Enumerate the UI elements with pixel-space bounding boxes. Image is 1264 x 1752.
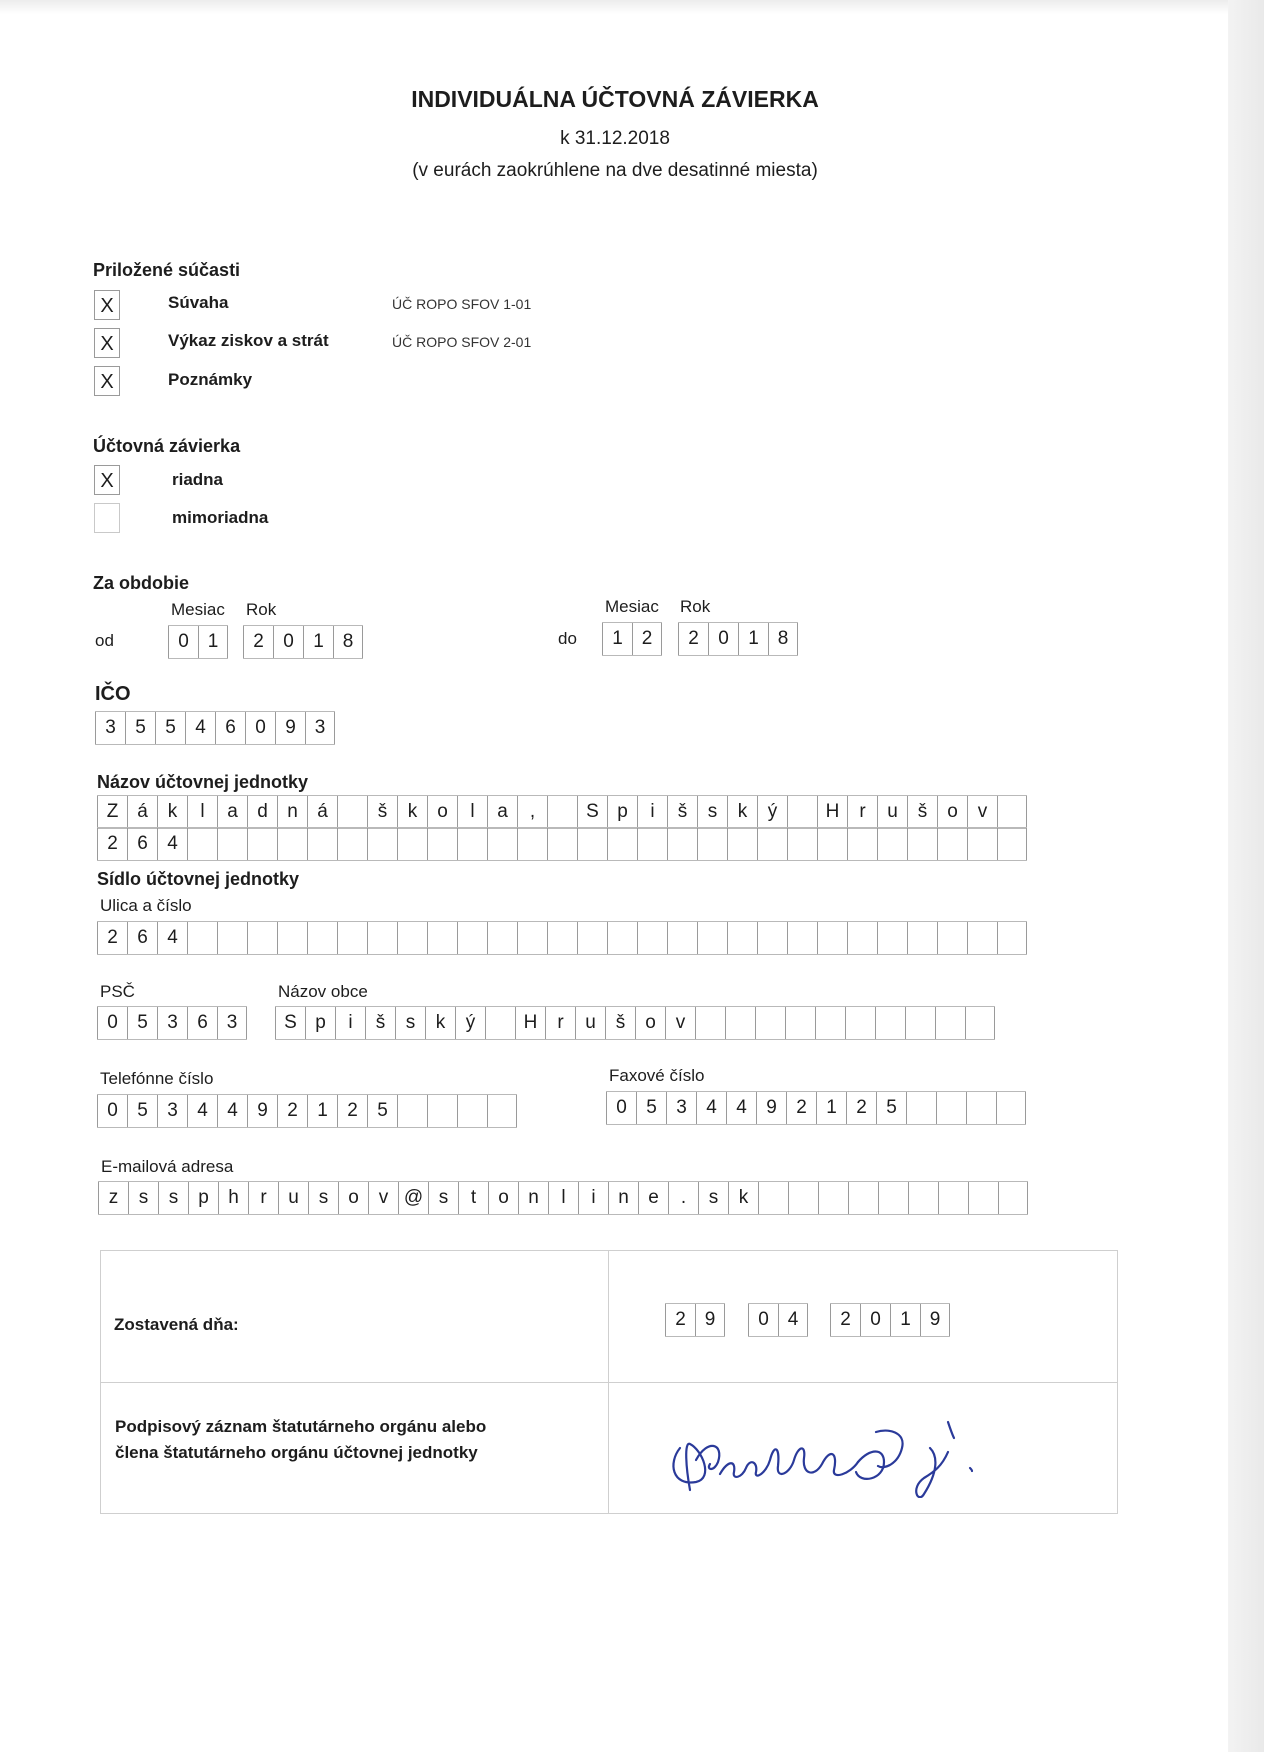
email-label: E-mailová adresa: [101, 1157, 234, 1176]
char-box: 5: [367, 1095, 397, 1127]
char-box: [966, 1092, 996, 1124]
char-box: [817, 922, 847, 954]
char-box: [485, 1007, 515, 1039]
char-box: 5: [636, 1092, 666, 1124]
signature-label-line-2: člena štatutárneho orgánu účtovnej jednotky: [115, 1443, 478, 1462]
entity-name-label: Názov účtovnej jednotky: [97, 772, 309, 792]
char-box: [487, 1095, 517, 1127]
char-box: [397, 922, 427, 954]
char-box: t: [458, 1182, 488, 1214]
period-heading: Za obdobie: [93, 573, 189, 593]
char-box: [757, 922, 787, 954]
char-box: o: [338, 1182, 368, 1214]
zip-field[interactable]: [97, 1006, 247, 1040]
char-box: 9: [756, 1092, 786, 1124]
char-box: š: [605, 1007, 635, 1039]
fax-field[interactable]: [606, 1091, 1026, 1125]
char-box: [998, 1182, 1028, 1214]
attachment-code-suvaha: ÚČ ROPO SFOV 1-01: [392, 296, 532, 312]
char-box: [307, 922, 337, 954]
char-box: [457, 1095, 487, 1127]
char-box: r: [847, 796, 877, 828]
char-box: [487, 922, 517, 954]
char-box: [877, 828, 907, 860]
street-field[interactable]: [97, 921, 1027, 955]
digit-box: 2: [678, 623, 708, 655]
char-box: [637, 828, 667, 860]
char-box: [457, 922, 487, 954]
char-box: S: [577, 796, 607, 828]
char-box: r: [545, 1007, 575, 1039]
city-label: Názov obce: [278, 982, 368, 1001]
char-box: 4: [157, 828, 187, 860]
char-box: 4: [726, 1092, 756, 1124]
char-box: ,: [517, 796, 547, 828]
digit-box: 1: [602, 623, 632, 655]
char-box: 2: [665, 1304, 695, 1336]
char-box: [968, 1182, 998, 1214]
char-box: 3: [305, 712, 335, 744]
char-box: p: [188, 1182, 218, 1214]
char-box: u: [877, 796, 907, 828]
char-box: [727, 828, 757, 860]
char-box: v: [368, 1182, 398, 1214]
char-box: [757, 828, 787, 860]
char-box: [787, 828, 817, 860]
char-box: [907, 828, 937, 860]
char-box: 4: [696, 1092, 726, 1124]
char-box: 2: [786, 1092, 816, 1124]
char-box: u: [278, 1182, 308, 1214]
char-box: [577, 828, 607, 860]
char-box: [787, 796, 817, 828]
char-box: á: [307, 796, 337, 828]
digit-box: 8: [768, 623, 798, 655]
char-box: l: [187, 796, 217, 828]
digit-box: 2: [632, 623, 662, 655]
scan-shadow-top: [0, 0, 1264, 14]
char-box: [607, 922, 637, 954]
char-box: i: [637, 796, 667, 828]
char-box: [755, 1007, 785, 1039]
char-box: o: [635, 1007, 665, 1039]
char-box: ý: [455, 1007, 485, 1039]
char-box: 1: [816, 1092, 846, 1124]
char-box: [367, 828, 397, 860]
char-box: [697, 922, 727, 954]
char-box: [907, 922, 937, 954]
char-box: ý: [757, 796, 787, 828]
char-box: i: [335, 1007, 365, 1039]
char-box: k: [157, 796, 187, 828]
char-box: [695, 1007, 725, 1039]
char-box: 9: [695, 1304, 725, 1336]
compiled-date-label: Zostavená dňa:: [114, 1315, 239, 1334]
char-box: 9: [920, 1304, 950, 1336]
handwritten-signature: [662, 1408, 1002, 1498]
entity-name-row-2[interactable]: [97, 827, 1027, 861]
char-box: s: [428, 1182, 458, 1214]
char-box: d: [247, 796, 277, 828]
char-box: o: [427, 796, 457, 828]
checkbox-vykaz[interactable]: X: [94, 328, 120, 358]
char-box: 5: [127, 1095, 157, 1127]
char-box: p: [305, 1007, 335, 1039]
char-box: 9: [275, 712, 305, 744]
char-box: .: [668, 1182, 698, 1214]
char-box: [577, 922, 607, 954]
char-box: [935, 1007, 965, 1039]
char-box: a: [217, 796, 247, 828]
char-box: s: [697, 796, 727, 828]
char-box: [965, 1007, 995, 1039]
char-box: [637, 922, 667, 954]
char-box: 4: [187, 1095, 217, 1127]
char-box: [727, 922, 757, 954]
char-box: a: [487, 796, 517, 828]
char-box: [277, 922, 307, 954]
char-box: H: [515, 1007, 545, 1039]
char-box: o: [937, 796, 967, 828]
char-box: [967, 922, 997, 954]
checkbox-mimoriadna[interactable]: [94, 503, 120, 533]
char-box: 1: [890, 1304, 920, 1336]
period-from-month[interactable]: [168, 625, 228, 659]
char-box: 5: [125, 712, 155, 744]
char-box: 2: [277, 1095, 307, 1127]
char-box: [397, 828, 427, 860]
char-box: [906, 1092, 936, 1124]
char-box: [547, 828, 577, 860]
digit-box: 0: [273, 626, 303, 658]
char-box: [936, 1092, 966, 1124]
char-box: 2: [846, 1092, 876, 1124]
char-box: [547, 796, 577, 828]
char-box: [937, 922, 967, 954]
statement-type-heading: Účtovná závierka: [93, 436, 241, 456]
char-box: š: [907, 796, 937, 828]
char-box: [877, 922, 907, 954]
char-box: 6: [127, 922, 157, 954]
char-box: [337, 796, 367, 828]
attachment-label-suvaha: Súvaha: [168, 293, 229, 312]
char-box: l: [548, 1182, 578, 1214]
char-box: k: [425, 1007, 455, 1039]
char-box: [937, 828, 967, 860]
char-box: [667, 922, 697, 954]
char-box: l: [457, 796, 487, 828]
char-box: s: [395, 1007, 425, 1039]
char-box: u: [575, 1007, 605, 1039]
char-box: [875, 1007, 905, 1039]
char-box: k: [397, 796, 427, 828]
char-box: [817, 828, 847, 860]
char-box: 4: [217, 1095, 247, 1127]
char-box: [427, 1095, 457, 1127]
checkbox-poznamky[interactable]: X: [94, 366, 120, 396]
char-box: [667, 828, 697, 860]
char-box: 2: [830, 1304, 860, 1336]
char-box: S: [275, 1007, 305, 1039]
char-box: 0: [748, 1304, 778, 1336]
char-box: e: [638, 1182, 668, 1214]
digit-box: 1: [738, 623, 768, 655]
char-box: [427, 922, 457, 954]
char-box: 3: [157, 1095, 187, 1127]
statement-type-mimoriadna: mimoriadna: [172, 508, 269, 527]
char-box: s: [308, 1182, 338, 1214]
char-box: r: [248, 1182, 278, 1214]
char-box: [997, 922, 1027, 954]
period-to-year[interactable]: [678, 622, 798, 656]
char-box: š: [367, 796, 397, 828]
char-box: v: [665, 1007, 695, 1039]
char-box: v: [967, 796, 997, 828]
attachment-label-poznamky: Poznámky: [168, 370, 253, 389]
char-box: 4: [157, 922, 187, 954]
char-box: [187, 828, 217, 860]
char-box: 5: [127, 1007, 157, 1039]
char-box: [247, 828, 277, 860]
scan-shadow-right: [1228, 0, 1264, 1752]
char-box: [607, 828, 637, 860]
phone-field[interactable]: [97, 1094, 517, 1128]
char-box: o: [488, 1182, 518, 1214]
char-box: [517, 922, 547, 954]
char-box: [427, 828, 457, 860]
char-box: [277, 828, 307, 860]
char-box: s: [128, 1182, 158, 1214]
char-box: 0: [245, 712, 275, 744]
char-box: [217, 828, 247, 860]
statement-type-riadna: riadna: [172, 470, 224, 489]
email-field[interactable]: [98, 1181, 1028, 1215]
char-box: [847, 922, 877, 954]
char-box: [938, 1182, 968, 1214]
char-box: 0: [860, 1304, 890, 1336]
char-box: 3: [157, 1007, 187, 1039]
char-box: k: [728, 1182, 758, 1214]
char-box: š: [667, 796, 697, 828]
attachment-label-vykaz: Výkaz ziskov a strát: [168, 331, 329, 350]
digit-box: 1: [198, 626, 228, 658]
char-box: [217, 922, 247, 954]
char-box: [905, 1007, 935, 1039]
attachment-code-vykaz: ÚČ ROPO SFOV 2-01: [392, 334, 532, 350]
char-box: 3: [217, 1007, 247, 1039]
document-date: k 31.12.2018: [560, 128, 670, 149]
char-box: [487, 828, 517, 860]
digit-box: 0: [168, 626, 198, 658]
period-from-label: od: [95, 631, 114, 650]
char-box: [187, 922, 217, 954]
char-box: 1: [307, 1095, 337, 1127]
char-box: 0: [97, 1095, 127, 1127]
char-box: [815, 1007, 845, 1039]
period-from-month-label: Mesiac: [171, 600, 225, 619]
char-box: Z: [97, 796, 127, 828]
char-box: [788, 1182, 818, 1214]
signature-label-line-1: Podpisový záznam štatutárneho orgánu alebo: [115, 1417, 487, 1436]
char-box: [517, 828, 547, 860]
char-box: [758, 1182, 788, 1214]
char-box: [967, 828, 997, 860]
char-box: [307, 828, 337, 860]
char-box: [996, 1092, 1026, 1124]
period-from-year-label: Rok: [246, 600, 277, 619]
char-box: [697, 828, 727, 860]
compiled-month[interactable]: [748, 1303, 808, 1337]
char-box: h: [218, 1182, 248, 1214]
char-box: š: [365, 1007, 395, 1039]
char-box: 3: [666, 1092, 696, 1124]
char-box: n: [277, 796, 307, 828]
char-box: z: [98, 1182, 128, 1214]
char-box: 4: [185, 712, 215, 744]
signature-icon: [662, 1408, 1002, 1498]
table-divider-horizontal: [100, 1382, 1118, 1383]
checkbox-suvaha[interactable]: X: [94, 290, 120, 320]
period-to-label: do: [558, 629, 577, 648]
char-box: [997, 828, 1027, 860]
phone-label: Telefónne číslo: [100, 1069, 214, 1088]
char-box: 3: [95, 712, 125, 744]
street-label: Ulica a číslo: [100, 896, 192, 915]
char-box: s: [158, 1182, 188, 1214]
digit-box: 8: [333, 626, 363, 658]
char-box: [547, 922, 577, 954]
period-to-year-label: Rok: [680, 597, 711, 616]
char-box: [845, 1007, 875, 1039]
currency-note: (v eurách zaokrúhlene na dve desatinné miesta): [412, 160, 818, 181]
char-box: [878, 1182, 908, 1214]
ico-field[interactable]: [95, 711, 335, 745]
entity-name-row-1[interactable]: [97, 795, 1027, 829]
compiled-year[interactable]: [830, 1303, 950, 1337]
char-box: [457, 828, 487, 860]
char-box: 6: [127, 828, 157, 860]
digit-box: 2: [243, 626, 273, 658]
char-box: [818, 1182, 848, 1214]
char-box: [847, 828, 877, 860]
char-box: 2: [97, 922, 127, 954]
char-box: 4: [778, 1304, 808, 1336]
char-box: [908, 1182, 938, 1214]
compiled-day[interactable]: [665, 1303, 725, 1337]
char-box: [997, 796, 1027, 828]
char-box: á: [127, 796, 157, 828]
char-box: 2: [97, 828, 127, 860]
char-box: n: [518, 1182, 548, 1214]
char-box: 9: [247, 1095, 277, 1127]
char-box: [397, 1095, 427, 1127]
char-box: [337, 922, 367, 954]
attachments-heading: Priložené súčasti: [93, 260, 241, 280]
address-heading: Sídlo účtovnej jednotky: [97, 869, 300, 889]
period-from-year[interactable]: [243, 625, 363, 659]
char-box: 5: [876, 1092, 906, 1124]
period-to-month-label: Mesiac: [605, 597, 659, 616]
char-box: k: [727, 796, 757, 828]
char-box: 0: [97, 1007, 127, 1039]
char-box: 0: [606, 1092, 636, 1124]
city-field[interactable]: [275, 1006, 995, 1040]
ico-label: IČO: [95, 683, 131, 705]
char-box: 2: [337, 1095, 367, 1127]
char-box: p: [607, 796, 637, 828]
checkbox-riadna[interactable]: X: [94, 465, 120, 495]
digit-box: 0: [708, 623, 738, 655]
char-box: n: [608, 1182, 638, 1214]
char-box: [787, 922, 817, 954]
char-box: [785, 1007, 815, 1039]
char-box: H: [817, 796, 847, 828]
zip-label: PSČ: [100, 982, 135, 1001]
digit-box: 1: [303, 626, 333, 658]
document-title: INDIVIDUÁLNA ÚČTOVNÁ ZÁVIERKA: [411, 86, 819, 112]
char-box: [247, 922, 277, 954]
char-box: 6: [187, 1007, 217, 1039]
fax-label: Faxové číslo: [609, 1066, 705, 1085]
char-box: 6: [215, 712, 245, 744]
char-box: s: [698, 1182, 728, 1214]
period-to-month[interactable]: [602, 622, 662, 656]
char-box: [725, 1007, 755, 1039]
char-box: @: [398, 1182, 428, 1214]
char-box: [367, 922, 397, 954]
char-box: 5: [155, 712, 185, 744]
char-box: [848, 1182, 878, 1214]
char-box: i: [578, 1182, 608, 1214]
char-box: [337, 828, 367, 860]
